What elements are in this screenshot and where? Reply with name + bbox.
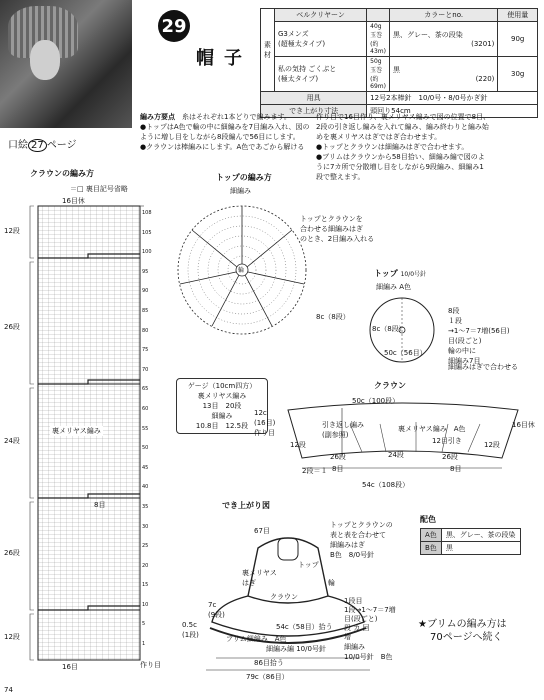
crown-seg-label: 26段 — [4, 549, 20, 557]
haishoku-row: A色 黒、グレー、茶の段染 — [421, 529, 521, 542]
crown-chart-legend: ＝□ 裏目記号省略 — [70, 185, 128, 193]
crown-shape-row26b: 26段 — [442, 453, 458, 461]
crown-shape-right: 16目休 — [512, 421, 535, 429]
page-title: 帽子 — [196, 48, 252, 69]
material-row: 私の気持 ごくぶと (極太タイプ) 50g玉巻 (約69m) 黒 (220) 30g — [261, 57, 538, 92]
kuchie-ref: 口絵 27 ページ — [8, 140, 77, 151]
crown-shape-pattern1: 引き返し編み (副参照) — [322, 421, 364, 439]
finished-c86: 86目拾う — [254, 659, 284, 667]
haishoku-table — [420, 528, 521, 555]
finished-c79: 79c（86目） — [246, 673, 289, 681]
crown-chart-grid — [18, 202, 158, 672]
row-number: 75 — [142, 347, 149, 354]
tools-value: 12号2本棒針 10/0号・8/0号かぎ針 — [367, 92, 538, 105]
top-shape-bottom-label: 50c（56目） — [384, 349, 427, 357]
crown-chart-title: クラウンの編み方 — [30, 169, 94, 178]
crown-shape-row12a: 12段 — [290, 441, 306, 449]
top-diagram-subtitle: 細編み — [230, 187, 251, 195]
crown-shape-pattern2: 裏メリヤス編み A色 — [398, 425, 466, 433]
row-number: 105 — [142, 229, 152, 236]
finished-wa: 輪 — [328, 579, 335, 587]
crown-chart-top-width: 16目休 — [62, 197, 85, 205]
row-number: 5 — [142, 621, 146, 628]
row-number: 50 — [142, 445, 149, 452]
row-number-column — [142, 204, 152, 655]
crown-center-label: 裏メリヤス編み — [52, 427, 101, 435]
finished-c7: 7c (9段) — [208, 601, 225, 619]
row-number: 45 — [142, 464, 149, 471]
row-number: 65 — [142, 386, 149, 393]
finished-joint-note: トップとクラウンの 表と表を合わせて 細編みはぎ B色 8/0号針 — [330, 521, 393, 559]
row-number: 25 — [142, 543, 149, 550]
row-number: 40 — [142, 484, 149, 491]
crown-shape-two-rows: 2段＝１ — [302, 467, 328, 475]
finished-brim2: 細編み編 10/0号針 — [266, 645, 326, 653]
top-diagram-title: トップの編み方 — [216, 173, 272, 182]
crown-seg-label: 12段 — [4, 227, 20, 235]
crown-shape-row24: 24段 — [388, 451, 404, 459]
finished-crown-label: クラウン — [270, 593, 298, 601]
size-label: でき上がり寸法 — [261, 105, 367, 118]
pattern-number-badge: 29 — [158, 10, 190, 42]
finished-inc: 1段→1〜7＝7増 目(段ごと) 段 カ 回 增 — [344, 606, 396, 641]
row-number: 10 — [142, 601, 149, 608]
crown-bottom-width: 16目 — [62, 663, 78, 671]
col-usage: 使用量 — [498, 9, 538, 22]
finished-dan1: 1段目 — [344, 597, 363, 605]
crown-shape-row12b: 12段 — [484, 441, 500, 449]
row-number: 108 — [142, 210, 152, 216]
col-yarn: ベルクリヤーン — [275, 9, 367, 22]
row-number: 90 — [142, 288, 149, 295]
crown-shape-row26a: 26段 — [330, 453, 346, 461]
haishoku-title: 配色 — [420, 515, 436, 524]
row-number: 85 — [142, 307, 149, 314]
finished-c54: 54c（58目）拾う — [276, 623, 333, 631]
top-shape-rest: 細編みはぎで合わせる — [448, 363, 518, 371]
instructions-right: 作り目で16目作り、裏メリヤス編みで図の位置で8目、 2段の引き返し編みを入れて編み、編み終わりと編み始 めを裏メリヤスはぎではぎ合わせます。 ●トップとクラウンは細編みはぎで合わせます。 ●ブリムはクラウンから58目拾い、細編み編で図のよ うに7カ所で分散増し目をしながら9段編み、細編み1 段で整えます。 — [316, 113, 491, 181]
materials-label: 素材 — [261, 9, 275, 92]
top-shape-increments: 8段 １段 →1〜7＝7増(56目) 目(段ごと) 輪の中に 細編み7目 — [448, 307, 510, 365]
top-diagram-note: トップとクラウンを 合わせる細編みはぎ のとき、2目編み入れる — [300, 215, 375, 243]
row-number: 1 — [142, 641, 146, 648]
size-value: 頭回り54cm — [367, 105, 538, 118]
crown-shape-eight-b: 8目 — [450, 465, 462, 473]
face-shape — [30, 40, 60, 80]
finished-h-label: 細編み — [344, 643, 365, 651]
material-row: G3メンズ (超極太タイプ) 40g玉巻 (約43m) 黒、グレー、茶の段染 (3201) 90g — [261, 22, 538, 57]
row-number: 70 — [142, 366, 149, 373]
finished-brim: ブリム細編み A色 — [226, 635, 287, 643]
crown-shape-top: 50c（100段） — [352, 397, 400, 405]
top-shape-title: トップ 10/0号針 — [374, 269, 427, 278]
gauge-box: ゲージ（10cm四方） 裏メリヤス編み 13目 20段 細編み 10.8目 12.5段 — [176, 378, 268, 434]
row-number: 80 — [142, 327, 149, 334]
top-shape-left-label: 8c（8段） — [316, 313, 350, 321]
crown-start-label: 作り目 — [140, 661, 161, 669]
crown-shape-eight-a: 8目 — [332, 465, 344, 473]
finished-h-label2: 10/0号針 B色 — [344, 653, 393, 661]
row-number: 60 — [142, 405, 149, 412]
crown-shape-bottom: 54c（108段） — [362, 481, 410, 489]
finished-title: でき上がり図 — [222, 501, 270, 510]
finished-c05: 0.5c (1段) — [182, 621, 199, 639]
crown-seg-label: 24段 — [4, 437, 20, 445]
instructions-left: 編み方要点 糸はそれぞれ1本どりで編みます。 ●トップはA色で輪の中に細編みを7目編み入れ、図の ように増し目をしながら8段編んで56目にします。 ●クラウンは棒編みにします。A色であごから解ける — [140, 113, 310, 151]
row-number: 20 — [142, 562, 149, 569]
brim-note: ★ブリムの編み方は 70ページへ続く — [418, 619, 507, 643]
tools-label: 用具 — [261, 92, 367, 105]
row-number: 55 — [142, 425, 149, 432]
page-number: 74 — [4, 686, 13, 694]
row-number: 35 — [142, 503, 149, 510]
top-center-label: 輪 — [238, 267, 245, 274]
row-number: 15 — [142, 582, 149, 589]
top-shape-stitch: 細編み A色 — [376, 283, 412, 291]
crown-seg-label: 12段 — [4, 633, 20, 641]
materials-table — [260, 8, 538, 118]
haishoku-row: B色 黒 — [421, 542, 521, 555]
finished-ura: 裏メリヤス はぎ — [242, 569, 277, 587]
crown-shape-title: クラウン — [374, 381, 406, 390]
finished-top-label: 67目 — [254, 527, 270, 535]
row-number: 95 — [142, 268, 149, 275]
model-photo — [0, 0, 132, 128]
row-number: 100 — [142, 249, 152, 256]
top-shape-inner-label: 8c（8段） — [372, 325, 406, 333]
finished-top-name: トップ — [298, 561, 319, 569]
row-number: 30 — [142, 523, 149, 530]
crown-seg-label: 26段 — [4, 323, 20, 331]
col-color: カラーとno. — [389, 9, 497, 22]
crown-eight-label: 8目 — [94, 501, 106, 509]
crown-shape-twelve: 12目引き — [432, 437, 462, 445]
crown-shape-left: 12c (16目) 作り目 — [254, 409, 276, 437]
